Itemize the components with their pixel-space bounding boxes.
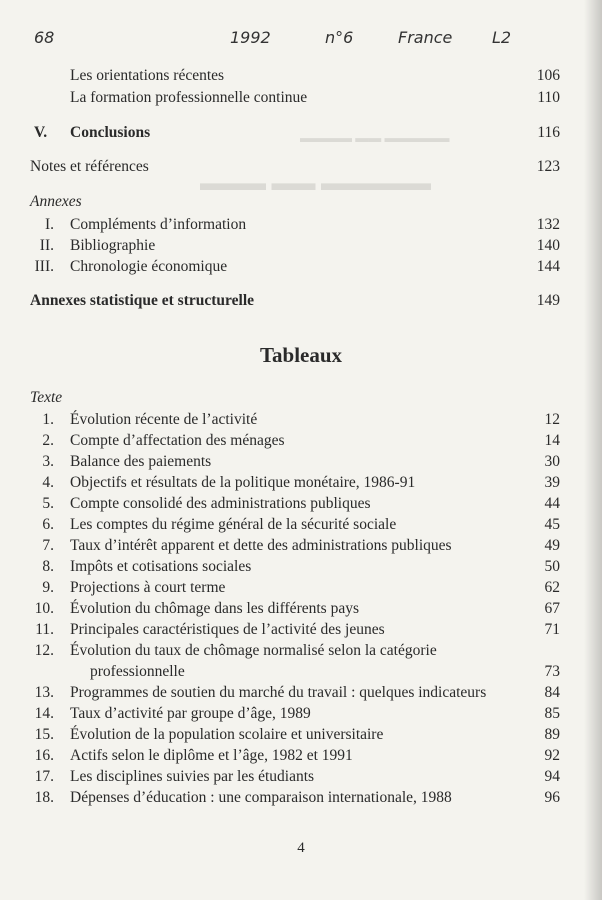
table-entry-page: 67 bbox=[544, 600, 560, 617]
table-entry-num: 18. bbox=[34, 789, 54, 806]
toc-notes-title: Notes et références bbox=[30, 158, 149, 175]
table-entry-title: Évolution du chômage dans les différents pays bbox=[70, 600, 359, 617]
table-entry bbox=[0, 431, 560, 451]
table-entry-num: 7. bbox=[42, 537, 54, 554]
table-entry bbox=[0, 452, 560, 472]
table-entry-num: 2. bbox=[42, 432, 54, 449]
table-entry bbox=[0, 536, 560, 556]
table-entry-num: 9. bbox=[42, 579, 54, 596]
toc-conclusions-num: V. bbox=[34, 124, 48, 141]
table-entry-num: 11. bbox=[35, 621, 54, 638]
toc-entry bbox=[0, 66, 560, 86]
table-entry-num: 15. bbox=[34, 726, 54, 743]
table-entry-title: Balance des paiements bbox=[70, 453, 212, 470]
toc-notes-page: 123 bbox=[536, 158, 560, 175]
table-entry-page: 84 bbox=[544, 684, 560, 701]
annex-entry bbox=[0, 215, 560, 235]
annex-entry bbox=[0, 257, 560, 277]
page-edge-shadow bbox=[584, 0, 602, 900]
table-entry-page: 49 bbox=[544, 537, 560, 554]
table-entry-title: Les comptes du régime général de la sécurité sociale bbox=[70, 516, 397, 533]
toc-notes bbox=[0, 157, 560, 177]
table-entry-page: 94 bbox=[544, 768, 560, 785]
table-entry bbox=[0, 620, 560, 640]
table-entry-num: 5. bbox=[42, 495, 54, 512]
handwritten-issue: n°6 bbox=[325, 28, 354, 47]
tables-heading: Tableaux bbox=[259, 343, 343, 367]
toc-entry-title: La formation professionnelle continue bbox=[70, 89, 308, 106]
handwritten-annotations bbox=[0, 28, 602, 58]
table-entry-page: 39 bbox=[544, 474, 560, 491]
table-entry-title: Actifs selon le diplôme et l’âge, 1982 et 1991 bbox=[70, 747, 353, 764]
table-entry-page: 14 bbox=[544, 432, 560, 449]
handwritten-year: 1992 bbox=[230, 28, 271, 47]
annex-num: III. bbox=[34, 258, 54, 275]
annex-page: 144 bbox=[536, 258, 560, 275]
table-entry-title: Taux d’activité par groupe d’âge, 1989 bbox=[70, 705, 311, 722]
table-entry-page: 12 bbox=[544, 411, 560, 428]
annex-title: Bibliographie bbox=[70, 237, 156, 254]
table-entry-page: 44 bbox=[544, 495, 560, 512]
table-entry bbox=[0, 767, 560, 787]
table-entry bbox=[0, 578, 560, 598]
table-entry-page: 92 bbox=[544, 747, 560, 764]
table-entry-num: 10. bbox=[34, 600, 54, 617]
table-entry-page: 73 bbox=[544, 663, 560, 680]
annex-page: 140 bbox=[536, 237, 560, 254]
table-entry-title: Évolution de la population scolaire et universitaire bbox=[70, 726, 384, 743]
table-entry-page: 45 bbox=[544, 516, 560, 533]
table-entry-title: Les disciplines suivies par les étudiants bbox=[70, 768, 315, 785]
table-entry-page: 30 bbox=[544, 453, 560, 470]
table-entry bbox=[0, 788, 560, 808]
table-entry-page: 71 bbox=[544, 621, 560, 638]
table-entry-title: Objectifs et résultats de la politique monétaire, 1986-91 bbox=[70, 474, 416, 491]
table-entry-title: Taux d’intérêt apparent et dette des administrations publiques bbox=[70, 537, 452, 554]
table-entry-title: Évolution récente de l’activité bbox=[70, 411, 258, 428]
table-entry-title: Programmes de soutien du marché du travail : quelques indicateurs bbox=[70, 684, 487, 701]
table-entry-title: Compte d’affectation des ménages bbox=[70, 432, 285, 449]
handwritten-number: 68 bbox=[34, 28, 55, 47]
table-entry-num: 13. bbox=[34, 684, 54, 701]
table-entry bbox=[0, 725, 560, 745]
table-entry-title: Dépenses d’éducation : une comparaison internationale, 1988 bbox=[70, 789, 452, 806]
table-entry-num: 6. bbox=[42, 516, 54, 533]
page-number: 4 bbox=[297, 840, 305, 856]
table-entry-num: 8. bbox=[42, 558, 54, 575]
annex-title: Chronologie économique bbox=[70, 258, 228, 275]
handwritten-code: L2 bbox=[492, 28, 512, 47]
table-entry-num: 3. bbox=[42, 453, 54, 470]
table-entry-title: Impôts et cotisations sociales bbox=[70, 558, 252, 575]
table-entry bbox=[0, 683, 560, 703]
toc-stat-annexes-page: 149 bbox=[536, 292, 560, 309]
table-entry bbox=[0, 410, 560, 430]
table-entry-title: Projections à court terme bbox=[70, 579, 226, 596]
table-entry-num: 16. bbox=[34, 747, 54, 764]
table-entry bbox=[0, 746, 560, 766]
handwritten-country: France bbox=[398, 28, 453, 47]
table-entry bbox=[0, 494, 560, 514]
toc-entry-title: Les orientations récentes bbox=[70, 67, 225, 84]
toc-conclusions-page: 116 bbox=[537, 124, 560, 141]
table-entry-num: 4. bbox=[42, 474, 54, 491]
show-through-shape: ▬▬▬ ▬▬ ▬▬▬▬▬ bbox=[200, 170, 431, 195]
table-entry bbox=[0, 599, 560, 619]
table-entry bbox=[0, 704, 560, 724]
annex-page: 132 bbox=[536, 216, 560, 233]
table-entry-page: 50 bbox=[544, 558, 560, 575]
annex-num: II. bbox=[39, 237, 54, 254]
table-entry bbox=[0, 473, 560, 493]
annex-num: I. bbox=[44, 216, 54, 233]
table-entry-title: Compte consolidé des administrations publiques bbox=[70, 495, 371, 512]
table-entry bbox=[0, 515, 560, 535]
toc-entry-page: 110 bbox=[537, 89, 560, 106]
toc-stat-annexes-title: Annexes statistique et structurelle bbox=[30, 292, 255, 309]
table-entry-title: Principales caractéristiques de l’activité des jeunes bbox=[70, 621, 385, 638]
show-through-shape: ▬▬▬▬ ▬▬ ▬▬▬▬▬ bbox=[300, 130, 450, 145]
table-entry-page: 96 bbox=[544, 789, 560, 806]
table-entry-page: 89 bbox=[544, 726, 560, 743]
table-entry-num: 14. bbox=[34, 705, 54, 722]
toc-entry-page: 106 bbox=[536, 67, 560, 84]
table-entry-page: 62 bbox=[544, 579, 560, 596]
toc-conclusions bbox=[0, 123, 560, 143]
toc-stat-annexes bbox=[0, 291, 560, 311]
toc-conclusions-title: Conclusions bbox=[70, 124, 151, 141]
annex-entry bbox=[0, 236, 560, 256]
table-entry-num: 1. bbox=[42, 411, 54, 428]
table-entry-title-continued: professionnelle bbox=[90, 663, 185, 680]
annexes-label: Annexes bbox=[30, 193, 82, 210]
toc-entry bbox=[0, 88, 560, 108]
table-entry-page: 85 bbox=[544, 705, 560, 722]
table-entry bbox=[0, 641, 560, 680]
tables-subheading: Texte bbox=[30, 389, 63, 406]
table-entry-num: 17. bbox=[34, 768, 54, 785]
table-entry-title: Évolution du taux de chômage normalisé selon la catégorie bbox=[70, 642, 437, 659]
table-entry bbox=[0, 557, 560, 577]
table-entry-num: 12. bbox=[34, 642, 54, 659]
annex-title: Compléments d’information bbox=[70, 216, 247, 233]
